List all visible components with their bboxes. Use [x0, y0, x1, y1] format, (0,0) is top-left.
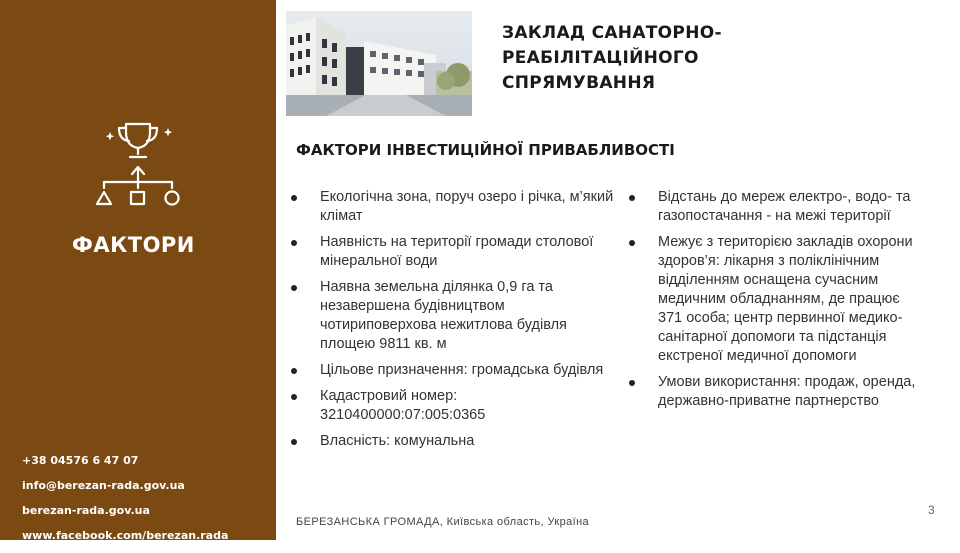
list-item-text: Кадастровий номер: 3210400000:07:005:0365: [320, 388, 486, 423]
page-title-line1: ЗАКЛАД САНАТОРНО-: [502, 23, 722, 43]
list-item-text: Умови використання: продаж, оренда, державно-приватне партнерство: [658, 374, 916, 409]
list-item: [626, 188, 926, 226]
list-item-text: Наявність на території громади столової мінеральної води: [320, 234, 594, 269]
sidebar-title: ФАКТОРИ: [72, 233, 195, 257]
list-item: [626, 373, 926, 411]
contact-facebook[interactable]: www.facebook.com/berezan.rada: [22, 529, 229, 542]
building-photo: [286, 11, 472, 116]
bullet-icon: [291, 240, 297, 246]
contact-email[interactable]: info@berezan-rada.gov.ua: [22, 479, 185, 492]
list-item: [288, 188, 618, 226]
list-item: [626, 233, 926, 366]
list-item-text: Відстань до мереж електро-, водо- та газопостачання - на межі території: [658, 189, 911, 224]
factors-list-left: [288, 188, 618, 458]
list-item-text: Власність: комунальна: [320, 433, 475, 449]
sidebar: [0, 0, 276, 540]
list-item-text: Наявна земельна ділянка 0,9 га та незавершена будівництвом чотириповерхова нежитлова будівля площею 9811 кв. м: [320, 279, 567, 352]
bullet-icon: [291, 368, 297, 374]
list-item: [288, 278, 618, 354]
list-item: [288, 361, 618, 380]
footer-text: БЕРЕЗАНСЬКА ГРОМАДА, Київська область, Україна: [296, 516, 590, 528]
contact-phone: +38 04576 6 47 07: [22, 454, 139, 467]
page-number: 3: [928, 503, 935, 517]
page-title: [502, 21, 922, 96]
trophy-hierarchy-icon: [90, 118, 186, 218]
bullet-icon: [629, 240, 635, 246]
list-item: [288, 387, 618, 425]
bullet-icon: [291, 439, 297, 445]
contact-website[interactable]: berezan-rada.gov.ua: [22, 504, 150, 517]
list-item-text: Межує з територією закладів охорони здоров’я: лікарня з поліклінічним відділенням оснащена сучасним медичним обладнанням, де працює 371 особа; центр первинної медико-санітарної допомоги та підстанція екстреної медичної допомоги: [658, 234, 913, 364]
bullet-icon: [291, 394, 297, 400]
list-item-text: Екологічна зона, поруч озеро і річка, м’який клімат: [320, 189, 614, 224]
list-item: [288, 233, 618, 271]
bullet-icon: [629, 380, 635, 386]
contact-list: [22, 453, 272, 553]
bullet-icon: [291, 195, 297, 201]
building-illustration: [286, 11, 472, 116]
list-item-text: Цільове призначення: громадська будівля: [320, 362, 604, 378]
section-title: ФАКТОРИ ІНВЕСТИЦІЙНОЇ ПРИВАБЛИВОСТІ: [296, 141, 675, 159]
bullet-icon: [291, 285, 297, 291]
bullet-icon: [629, 195, 635, 201]
page-title-line3: СПРЯМУВАННЯ: [502, 73, 656, 93]
factors-list-right: [626, 188, 926, 418]
page-title-line2: РЕАБІЛІТАЦІЙНОГО: [502, 48, 699, 68]
list-item: [288, 432, 618, 451]
